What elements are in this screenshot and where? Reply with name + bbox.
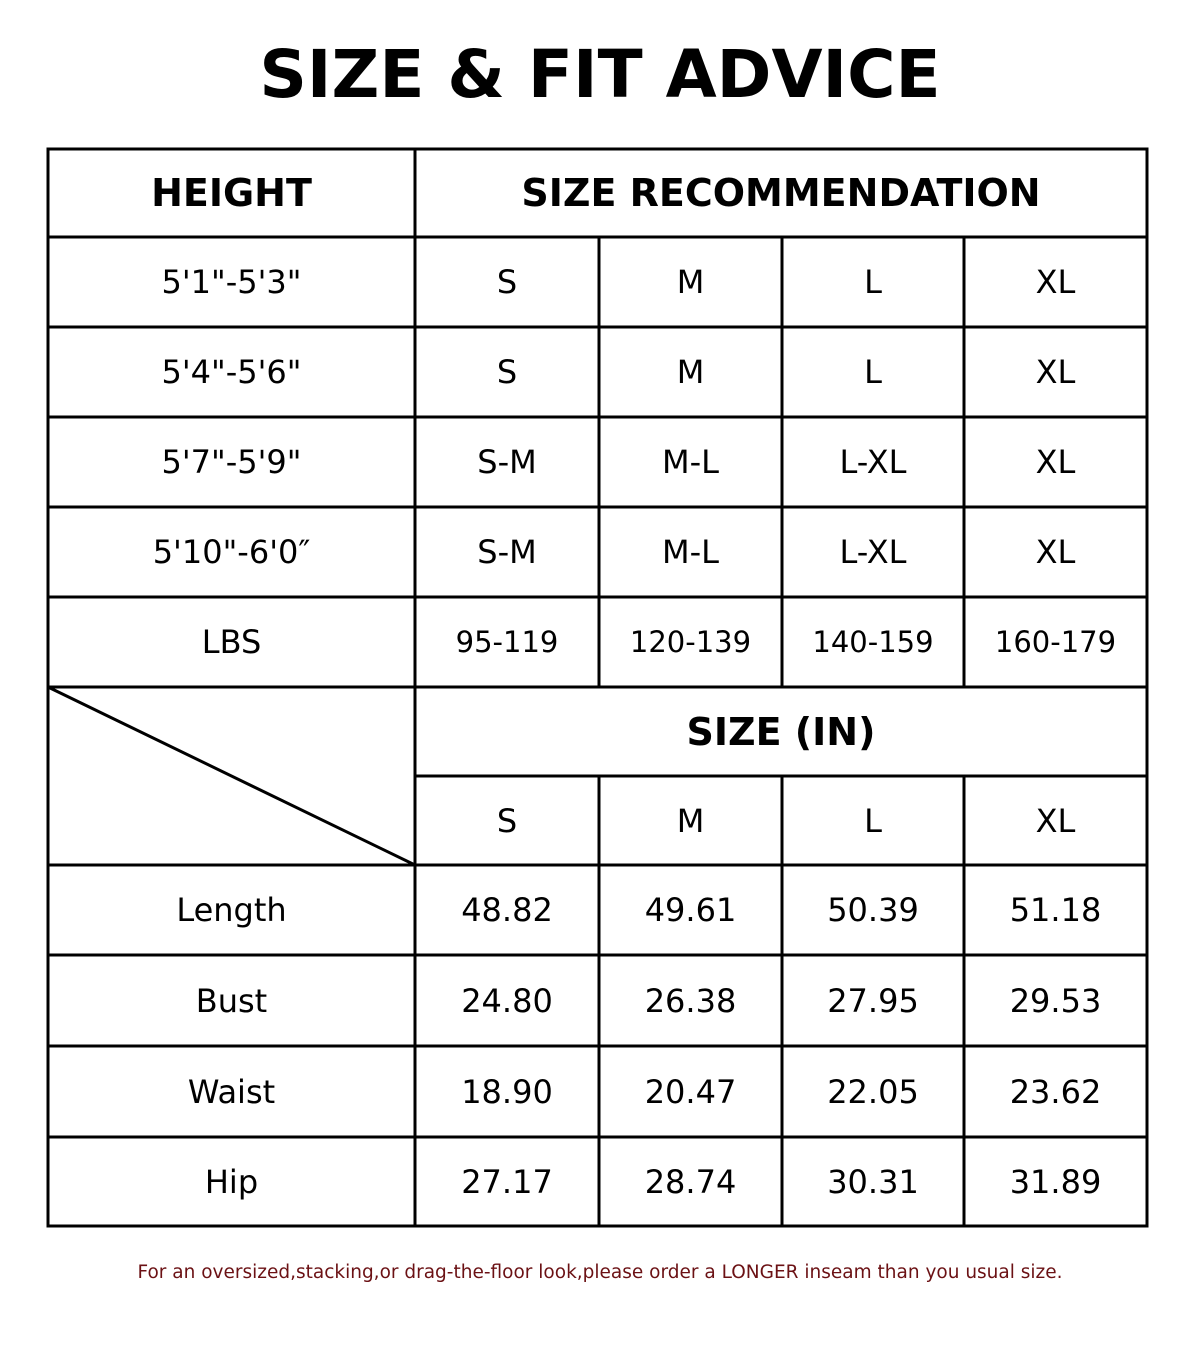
lbs-cell: 140-159 — [812, 625, 934, 659]
size-cell: M — [676, 263, 705, 301]
size-cell: XL — [1035, 353, 1076, 391]
lbs-cell: 160-179 — [994, 625, 1117, 659]
size-cell: S-M — [477, 443, 537, 481]
measurement-cell: 22.05 — [827, 1072, 919, 1111]
size-cell: S — [496, 263, 518, 301]
size-column-header: L — [864, 801, 882, 840]
measurement-cell: 23.62 — [1009, 1072, 1102, 1111]
measurement-cell: 24.80 — [461, 981, 553, 1020]
size-cell: L-XL — [839, 443, 907, 481]
measurement-label: Hip — [204, 1162, 259, 1201]
measurement-cell: 28.74 — [644, 1162, 737, 1201]
size-column-header: M — [676, 801, 705, 840]
size-cell: M — [676, 353, 705, 391]
size-column-header: XL — [1035, 801, 1076, 840]
size-cell: XL — [1035, 263, 1076, 301]
lbs-cell: 120-139 — [629, 625, 752, 659]
measurement-cell: 51.18 — [1009, 891, 1102, 929]
size-in-header: SIZE (IN) — [686, 709, 876, 754]
size-column-header: S — [496, 801, 518, 840]
footnote: For an oversized,stacking,or drag-the-floor look,please order a LONGER inseam than you usual size. — [137, 1262, 1063, 1283]
lbs-cell: 95-119 — [455, 625, 559, 659]
measurement-label: Length — [176, 891, 287, 929]
height-label: 5'4"-5'6" — [161, 353, 302, 391]
measurement-cell: 31.89 — [1009, 1162, 1102, 1201]
measurement-cell: 26.38 — [644, 981, 737, 1020]
size-cell: M-L — [662, 533, 719, 571]
measurement-cell: 30.31 — [827, 1162, 919, 1201]
height-header: HEIGHT — [151, 171, 312, 215]
measurement-cell: 48.82 — [461, 891, 553, 929]
corner-diagonal — [48, 687, 415, 865]
size-cell: S — [496, 353, 518, 391]
height-label: 5'7"-5'9" — [161, 443, 302, 481]
size-cell: XL — [1035, 443, 1076, 481]
measurement-label: Waist — [187, 1072, 276, 1111]
size-cell: L — [864, 353, 882, 391]
measurement-cell: 29.53 — [1009, 981, 1102, 1020]
measurement-cell: 20.47 — [644, 1072, 737, 1111]
size-recommendation-header: SIZE RECOMMENDATION — [521, 171, 1041, 215]
measurement-cell: 27.95 — [827, 981, 919, 1020]
measurement-label: Bust — [195, 981, 268, 1020]
page-title: SIZE & FIT ADVICE — [259, 36, 941, 113]
height-label: 5'10"-6'0″ — [152, 533, 311, 571]
lbs-label: LBS — [201, 623, 262, 661]
measurement-cell: 49.61 — [644, 891, 737, 929]
size-cell: L-XL — [839, 533, 907, 571]
height-label: 5'1"-5'3" — [161, 263, 302, 301]
measurement-cell: 27.17 — [461, 1162, 553, 1201]
size-cell: M-L — [662, 443, 719, 481]
size-cell: XL — [1035, 533, 1076, 571]
size-cell: S-M — [477, 533, 537, 571]
size-cell: L — [864, 263, 882, 301]
measurement-cell: 50.39 — [827, 891, 919, 929]
measurement-cell: 18.90 — [461, 1072, 553, 1111]
